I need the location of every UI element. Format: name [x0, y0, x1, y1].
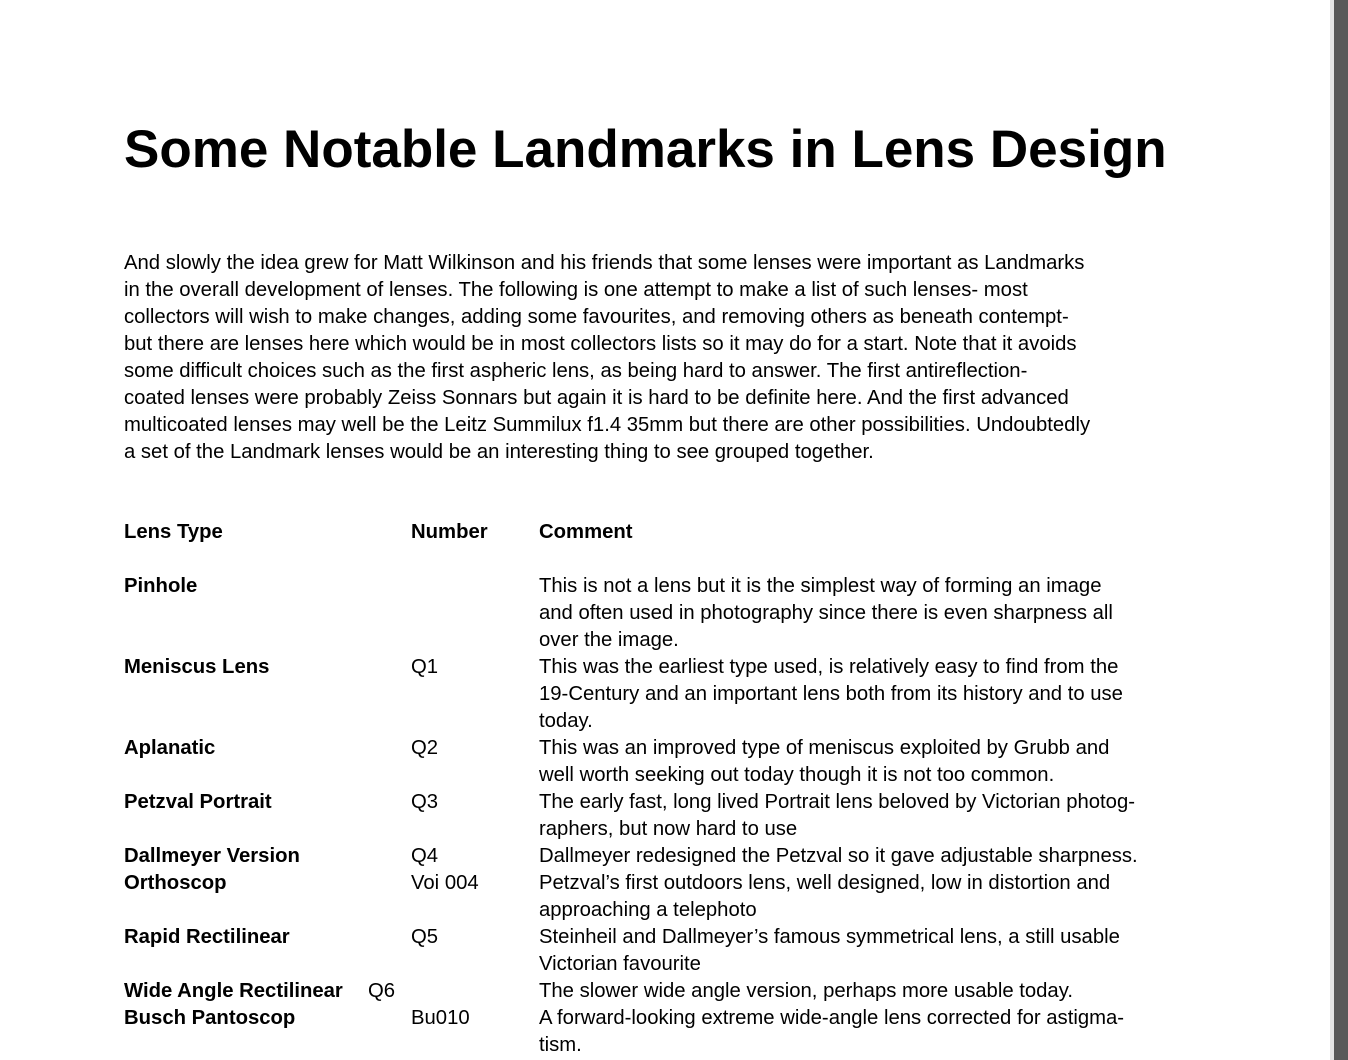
intro-line: a set of the Landmark lenses would be an interesting thing to see grouped together.	[124, 441, 874, 463]
lens-type-cell: Wide Angle Rectilinear	[124, 980, 343, 1002]
comment-line: 19-Century and an important lens both from its history and to use	[539, 683, 1123, 705]
lens-type-cell: Pinhole	[124, 575, 198, 597]
comment-line: tism.	[539, 1034, 582, 1056]
number-cell: Q5	[411, 926, 439, 948]
lens-type-cell: Aplanatic	[124, 737, 216, 759]
comment-line: This was an improved type of meniscus exploited by Grubb and	[539, 737, 1110, 759]
comment-line: This is not a lens but it is the simplest way of forming an image	[539, 575, 1102, 597]
intro-paragraph	[124, 250, 1219, 466]
lens-type-cell: Busch Pantoscop	[124, 1007, 296, 1029]
lens-type-cell: Dallmeyer Version	[124, 845, 300, 867]
comment-line: today.	[539, 710, 593, 732]
number-cell: Voi 004	[411, 872, 479, 894]
comment-cell	[539, 843, 1224, 870]
comment-line: The early fast, long lived Portrait lens beloved by Victorian photog-	[539, 791, 1135, 813]
number-cell: Q2	[411, 737, 439, 759]
comment-line: Victorian favourite	[539, 953, 701, 975]
comment-line: The slower wide angle version, perhaps more usable today.	[539, 980, 1073, 1002]
intro-line: some difficult choices such as the first aspheric lens, as being hard to answer. The first antireflection-	[124, 360, 1028, 382]
comment-line: over the image.	[539, 629, 679, 651]
intro-line: multicoated lenses may well be the Leitz Summilux f1.4 35mm but there are other possibilities. Undoubtedly	[124, 414, 1091, 436]
comment-line: Dallmeyer redesigned the Petzval so it gave adjustable sharpness.	[539, 845, 1138, 867]
comment-cell	[539, 1005, 1224, 1059]
comment-cell	[539, 573, 1224, 654]
number-cell: Q3	[411, 791, 439, 813]
header-lens-type: Lens Type	[124, 521, 223, 543]
comment-line: This was the earliest type used, is relatively easy to find from the	[539, 656, 1119, 678]
comment-line: approaching a telephoto	[539, 899, 757, 921]
comment-cell	[539, 870, 1224, 924]
comment-cell	[539, 924, 1224, 978]
comment-cell	[539, 789, 1224, 843]
number-cell: Q1	[411, 656, 439, 678]
intro-line: collectors will wish to make changes, adding some favourites, and removing others as beneath contempt-	[124, 306, 1069, 328]
lens-type-cell: Petzval Portrait	[124, 791, 272, 813]
comment-cell	[539, 654, 1224, 735]
lens-type-cell: Meniscus Lens	[124, 656, 270, 678]
comment-cell	[539, 735, 1224, 789]
comment-line: A forward-looking extreme wide-angle lens corrected for astigma-	[539, 1007, 1125, 1029]
comment-line: and often used in photography since there is even sharpness all	[539, 602, 1113, 624]
number-cell: Q4	[411, 845, 439, 867]
intro-line: but there are lenses here which would be in most collectors lists so it may do for a start. Note that it avoids	[124, 333, 1077, 355]
page-title: Some Notable Landmarks in Lens Design	[124, 120, 1167, 179]
scrollbar-thumb[interactable]	[1334, 0, 1348, 1060]
header-comment: Comment	[539, 521, 633, 543]
lens-type-cell: Rapid Rectilinear	[124, 926, 290, 948]
comment-line: well worth seeking out today though it is not too common.	[539, 764, 1055, 786]
comment-line: raphers, but now hard to use	[539, 818, 798, 840]
intro-line: coated lenses were probably Zeiss Sonnars but again it is hard to be definite here. And the first advanced	[124, 387, 1069, 409]
header-number: Number	[411, 521, 488, 543]
intro-line: And slowly the idea grew for Matt Wilkinson and his friends that some lenses were important as Landmarks	[124, 252, 1085, 274]
comment-line: Steinheil and Dallmeyer’s famous symmetrical lens, a still usable	[539, 926, 1120, 948]
lens-type-cell: Orthoscop	[124, 872, 227, 894]
comment-line: Petzval’s first outdoors lens, well designed, low in distortion and	[539, 872, 1111, 894]
comment-cell	[539, 978, 1224, 1005]
number-cell: Bu010	[411, 1007, 470, 1029]
number-cell: Q6	[368, 980, 396, 1002]
intro-line: in the overall development of lenses. The following is one attempt to make a list of such lenses- most	[124, 279, 1028, 301]
